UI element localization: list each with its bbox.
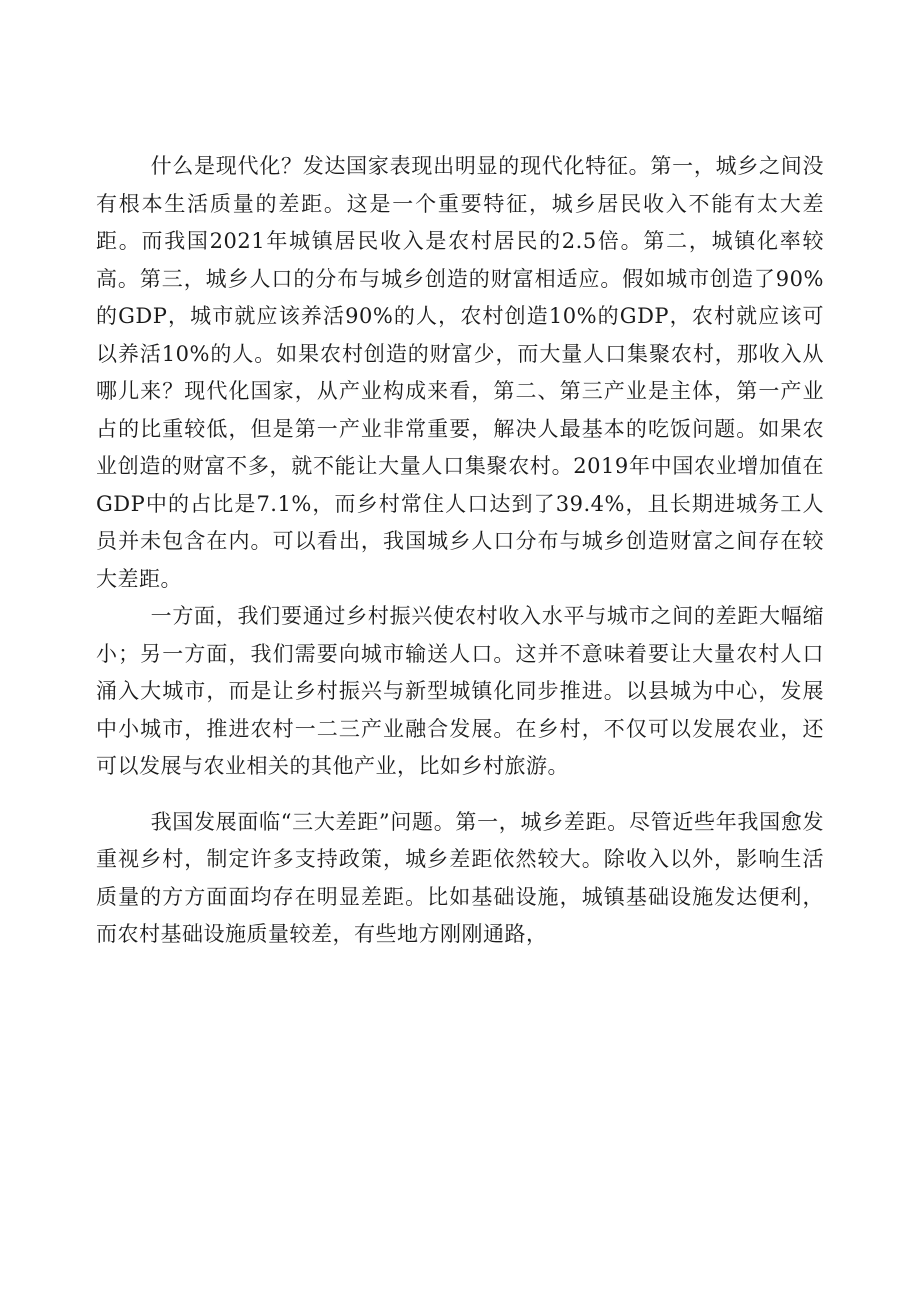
paragraph-2: 一方面，我们要通过乡村振兴使农村收入水平与城市之间的差距大幅缩小；另一方面，我们需要向城市输送人口。这并不意味着要让大量农村人口涌入大城市，而是让乡村振兴与新型城镇化同步推进。以县城为中心，发展中小城市，推进农村一二三产业融合发展。在乡村，不仅可以发展农业，还可以发展与农业相关的其他产业，比如乡村旅游。: [96, 604, 824, 778]
paragraph-3: 我国发展面临“三大差距”问题。第一，城乡差距。尽管近些年我国愈发重视乡村，制定许多支持政策，城乡差距依然较大。除收入以外，影响生活质量的方方面面均存在明显差距。比如基础设施，城镇基础设施发达便利，而农村基础设施质量较差，有些地方刚刚通路，: [96, 809, 824, 946]
document-page: [96, 148, 824, 954]
paragraph-1: 什么是现代化？发达国家表现出明显的现代化特征。第一，城乡之间没有根本生活质量的差距。这是一个重要特征，城乡居民收入不能有太大差距。而我国2021年城镇居民收入是农村居民的2.5倍。第二，城镇化率较高。第三，城乡人口的分布与城乡创造的财富相适应。假如城市创造了90%的GDP，城市就应该养活90%的人，农村创造10%的GDP，农村就应该可以养活10%的人。如果农村创造的财富少，而大量人口集聚农村，那收入从哪儿来？现代化国家，从产业构成来看，第二、第三产业是主体，第一产业占的比重较低，但是第一产业非常重要，解决人最基本的吃饭问题。如果农业创造的财富不多，就不能让大量人口集聚农村。2019年中国农业增加值在GDP中的占比是7.1%，而乡村常住人口达到了39.4%，且长期进城务工人员并未包含在内。可以看出，我国城乡人口分布与城乡创造财富之间存在较大差距。: [96, 154, 824, 591]
